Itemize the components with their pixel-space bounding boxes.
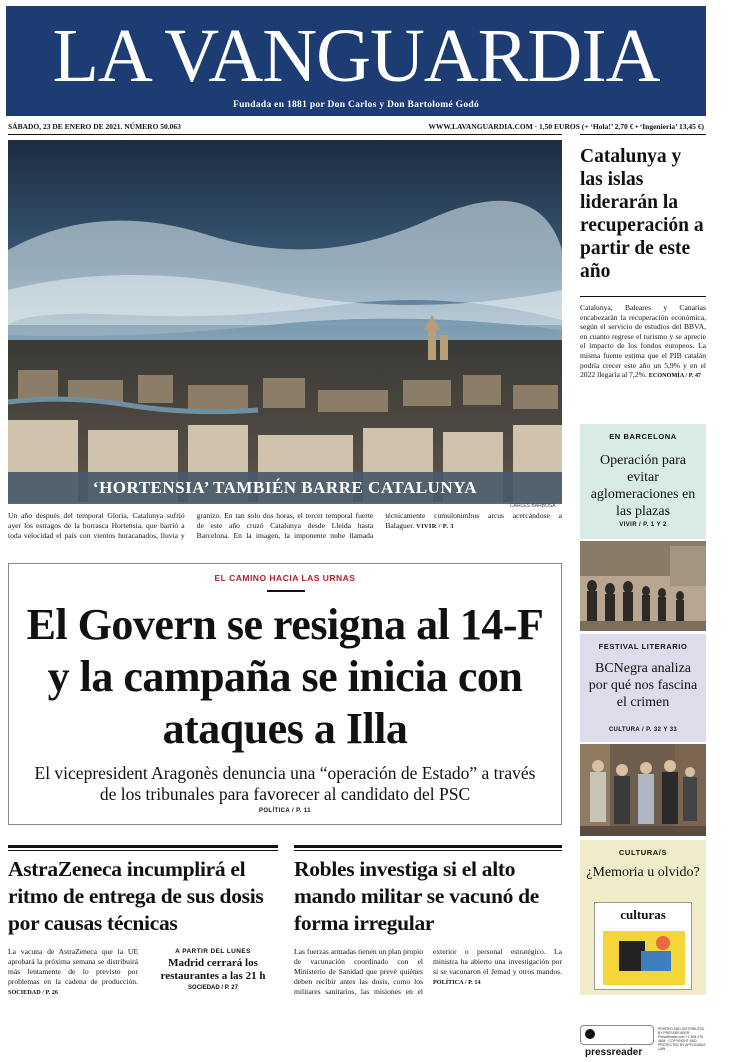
sidebar-tag: CULTURA / P. 32 Y 33 [608, 727, 678, 733]
lead-section-tag[interactable]: POLÍTICA / P. 11 [258, 808, 312, 814]
lead-story[interactable] [8, 563, 562, 825]
divider [294, 845, 562, 848]
kicker-rule [267, 590, 305, 592]
robles-body [294, 947, 562, 997]
sidebar-title[interactable]: BCNegra analiza por qué nos fascina el crimen [588, 661, 698, 710]
photo-caption-band: ‘HORTENSIA’ TAMBIÉN BARRE CATALUNYA [8, 472, 562, 504]
sidebar-cultura[interactable] [580, 840, 706, 995]
photo-text [8, 511, 562, 541]
robles-text: Las fuerzas armadas tienen un plan propio de vacunación coordinado con el Ministerio de Sanidad que prevé quiénes deben recibir antes las dosis, como los militares sanitarios, las misiones en el exterior o personal estratégico. La ministra ha abierto una investigación por si se vacunaron el Jemad y otros mandos. [294, 947, 562, 996]
lead-subhead: El vicepresident Aragonès denuncia una “operación de Estado” a través de los tribunales para favorecer al candidato del PSC [34, 763, 536, 804]
storm-photo[interactable] [8, 140, 562, 502]
masthead [6, 6, 706, 116]
astrazeneca-text: La vacuna de AstraZeneca que la UE aprobará la próxima semana se distribuirá más lentamente de lo previsto por problemas en la cadena de producción. [8, 947, 138, 986]
sidebar-label: CULTURA/S [618, 848, 668, 857]
madrid-tag: SOCIEDAD / P. 27 [188, 985, 238, 991]
pressreader-badge[interactable] [580, 1025, 654, 1058]
magazine-cover-art [595, 927, 693, 987]
astrazeneca-tag[interactable]: SOCIEDAD / P. 26 [8, 989, 58, 996]
sidebar-label: FESTIVAL LITERARIO [598, 642, 688, 651]
sidebar-tag: VIVIR / P. 1 Y 2 [619, 522, 667, 528]
madrid-story[interactable] [152, 948, 274, 991]
divider [294, 850, 562, 851]
pressreader-icon [585, 1029, 595, 1039]
crowd-image [580, 541, 706, 631]
divider [8, 134, 562, 135]
crowd-photo[interactable] [580, 541, 706, 631]
magazine-title: culturas [620, 907, 666, 922]
robles-headline[interactable]: Robles investiga si el alto mando militar se vacunó de forma irregular [294, 857, 540, 935]
astrazeneca-body [8, 947, 138, 998]
photo-credit: CARLES BARBOSA [510, 503, 556, 509]
madrid-headline[interactable]: Madrid cerrará los restaurantes a las 21 h [160, 957, 266, 982]
pressreader-fine-print: PRINTED AND DISTRIBUTED BY PRESSREADER · PressReader.com +1 604 278 4604 · COPYRIGHT AND PROTECTED BY APPLICABLE LAW [658, 1027, 706, 1051]
right-story-tag[interactable]: ECONOMÍA / P. 47 [648, 372, 702, 380]
sidebar-barcelona[interactable] [580, 424, 706, 539]
divider [8, 845, 278, 848]
storm-over-town-image [8, 140, 562, 502]
madrid-kicker: A PARTIR DEL LUNES [175, 948, 251, 955]
pressreader-label: pressreader [585, 1047, 643, 1058]
dateline [8, 120, 706, 134]
astrazeneca-headline[interactable]: AstraZeneca incumplirá el ritmo de entrega de sus dosis por causas técnicas [8, 857, 264, 935]
people-photo[interactable] [580, 744, 706, 836]
divider [580, 134, 706, 135]
photo-text-body: Un año después del temporal Gloria, Catalunya sufrió ayer los estragos de la borrasca Hortensia, que barrió a toda velocidad el país con vientos huracanados, lluvia y granizo. En tan solo dos horas, el tercer temporal fuerte de este año cruzó Catalunya desde Lleida hasta Barcelona. En la imagen, la imponente nube llamada técnicamente cumulonimbus arcus acercándose a Balaguer. [8, 511, 562, 540]
lead-kicker: EL CAMINO HACIA LAS URNAS [214, 573, 356, 583]
right-story-text: Catalunya, Baleares y Canarias encabezarán la recuperación económica, según el servicio de estudios del BBVA, en cuanto regrese el turismo y se aprecie el impacto de los fondos europeos. La misma fuente estima que el PIB catalán podría crecer este año un 5,9% y en el 2022 llegaría al 7,2%. [580, 303, 706, 380]
people-in-street-image [580, 744, 706, 836]
founded-line: Fundada en 1881 por Don Carlos y Don Bartolomé Godó [232, 100, 480, 110]
divider [580, 296, 706, 297]
price-website: WWW.LAVANGUARDIA.COM · 1,50 EUROS (+ ‘Hola!’ 2,70 € • ‘Ingenieria’ 13,45 €) [428, 122, 704, 131]
divider [8, 850, 278, 851]
sidebar-festival[interactable] [580, 634, 706, 742]
date-issue: SÁBADO, 23 DE ENERO DE 2021. NÚMERO 50.063 [8, 122, 181, 131]
lead-headline[interactable]: El Govern se resigna al 14-F y la campaña se inicia con ataques a Illa [26, 600, 544, 753]
right-story-headline[interactable]: Catalunya y las islas liderarán la recuperación a partir de este año [580, 146, 704, 282]
right-story-body [580, 303, 706, 381]
sidebar-label: EN BARCELONA [609, 432, 677, 441]
newspaper-logo[interactable]: LA VANGUARDIA [52, 14, 660, 98]
magazine-cover[interactable] [594, 902, 692, 990]
sidebar-title[interactable]: ¿Memoria u olvido? [586, 865, 700, 880]
sidebar-title[interactable]: Operación para evitar aglomeraciones en las plazas [590, 453, 696, 519]
robles-tag[interactable]: POLÍTICA / P. 14 [433, 979, 481, 986]
photo-section-tag[interactable]: VIVIR / P. 3 [416, 523, 454, 530]
